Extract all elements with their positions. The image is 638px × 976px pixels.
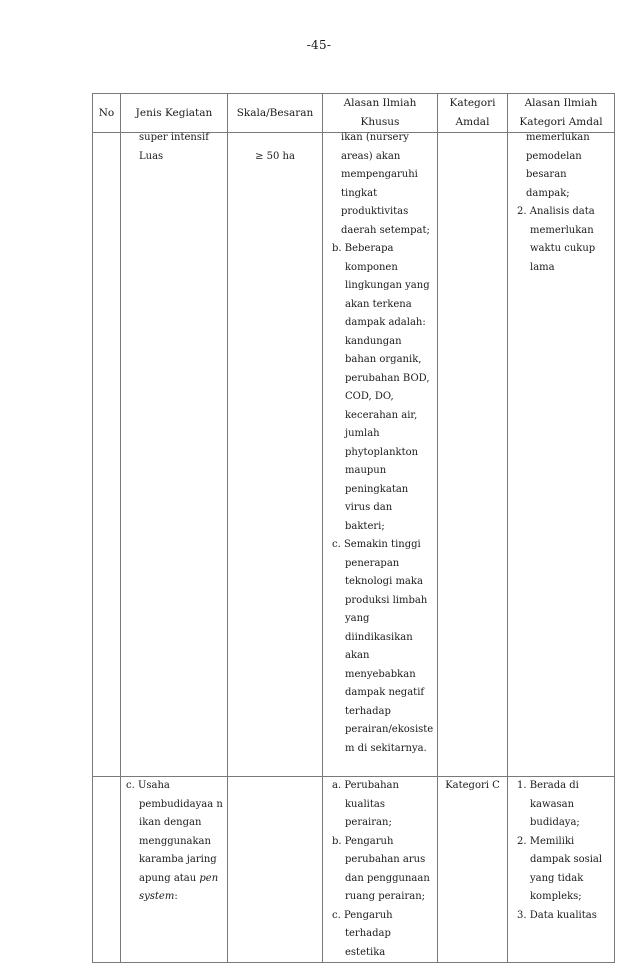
alasan-item: a. Perubahan kualitas perairan; bbox=[332, 780, 399, 828]
header-no: No bbox=[93, 94, 121, 133]
alasan-kat-item: 2. Memiliki dampak sosial yang tidak kompleks; bbox=[517, 835, 603, 902]
skala-blank bbox=[232, 129, 318, 148]
header-skala-besaran: Skala/Besaran bbox=[228, 94, 323, 133]
jenis-italic: pen system bbox=[139, 872, 219, 902]
cell-jenis-kegiatan bbox=[121, 133, 228, 777]
kategori-value: Kategori C bbox=[445, 780, 500, 791]
header-alasan-ilmiah-khusus bbox=[323, 94, 438, 133]
table-row bbox=[93, 133, 615, 777]
cell-skala-besaran bbox=[228, 133, 323, 777]
cell-alasan-kategori bbox=[508, 133, 615, 777]
table-row bbox=[93, 777, 615, 963]
table-header-row bbox=[93, 94, 615, 133]
cell-alasan-kategori bbox=[508, 777, 615, 963]
cell-no bbox=[93, 777, 121, 963]
header-alasan-kategori-amdal bbox=[508, 94, 615, 133]
header-alasan-line1: Alasan Ilmiah bbox=[343, 97, 417, 109]
cell-alasan-ilmiah bbox=[323, 777, 438, 963]
alasan-kat-item: 3. Data kualitas bbox=[517, 909, 597, 921]
alasan-item: c. Semakin tinggi penerapan teknologi maka produksi limbah yang diindikasikan akan menyebabkan dampak negatif terhadap perairan/ekosiste m di sekitarnya. bbox=[332, 539, 434, 754]
cell-kategori bbox=[438, 777, 508, 963]
jenis-line: super intensif bbox=[139, 132, 209, 143]
header-jenis-kegiatan: Jenis Kegiatan bbox=[121, 94, 228, 133]
jenis-text: c. Usaha pembudidayaa n ikan dengan menggunakan karamba jaring apung atau pen system: bbox=[126, 780, 223, 902]
cell-jenis-kegiatan bbox=[121, 777, 228, 963]
header-alasan-kat-line1: Alasan Ilmiah bbox=[524, 97, 598, 109]
alasan-item: b. Pengaruh perubahan arus dan penggunaan ruang perairan; bbox=[332, 835, 430, 902]
jenis-line: Luas bbox=[139, 150, 164, 162]
alasan-item: ikan (nursery areas) akan mempengaruhi tingkat produktivitas daerah setempat; bbox=[341, 132, 430, 236]
header-alasan-kat-line2: Kategori Amdal bbox=[519, 116, 603, 128]
header-alasan-line2: Khusus bbox=[360, 116, 400, 128]
alasan-item: c. Pengaruh terhadap estetika bbox=[332, 909, 393, 958]
header-kategori-line1: Kategori bbox=[449, 97, 496, 109]
cell-no bbox=[93, 133, 121, 777]
alasan-kat-item: memerlukan pemodelan besaran dampak; bbox=[526, 132, 590, 199]
skala-value: ≥ 50 ha bbox=[255, 150, 295, 162]
header-kategori-amdal bbox=[438, 94, 508, 133]
amdal-table bbox=[92, 93, 615, 963]
header-kategori-line2: Amdal bbox=[455, 116, 490, 128]
cell-kategori bbox=[438, 133, 508, 777]
cell-skala-besaran bbox=[228, 777, 323, 963]
page-number: -45- bbox=[306, 38, 332, 52]
alasan-kat-item: 2. Analisis data memerlukan waktu cukup lama bbox=[517, 206, 596, 273]
alasan-kat-item: 1. Berada di kawasan budidaya; bbox=[517, 780, 580, 828]
alasan-item: b. Beberapa komponen lingkungan yang akan terkena dampak adalah: kandungan bahan organik, perubahan BOD, COD, DO, kecerahan air, jumlah phytoplankton maupun peningkatan virus dan bakteri; bbox=[332, 243, 430, 532]
cell-alasan-ilmiah bbox=[323, 133, 438, 777]
